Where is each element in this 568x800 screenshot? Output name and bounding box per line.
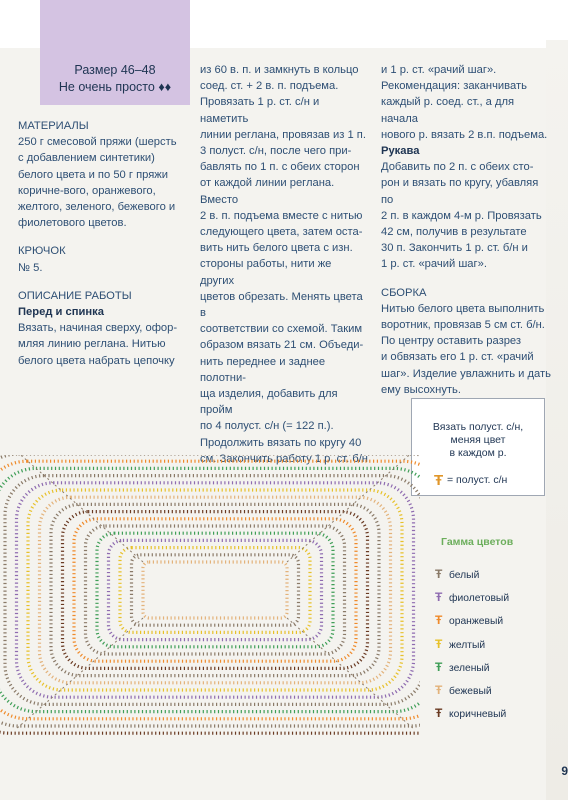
palette-item: [435, 613, 503, 627]
body-line: бавлять по 1 п. с обеих сторон: [200, 161, 360, 174]
stitch-round: [132, 555, 299, 625]
body-line: по 4 полуст. с/н (= 122 п.).: [200, 420, 334, 433]
palette-item: [435, 590, 509, 604]
body-line: 3 полуст. с/н, после чего при-: [200, 145, 352, 158]
page-number: 9: [561, 764, 568, 778]
stitch-icon: Ŧ: [435, 683, 443, 697]
stitch-round: [97, 533, 333, 647]
assembly-line: Нитью белого цвета выполнить: [381, 302, 545, 315]
difficulty-label: Не очень просто ♦♦: [58, 80, 172, 94]
raglan-line: [15, 618, 143, 730]
palette-item: [435, 637, 485, 651]
size-label: Размер 46–48: [74, 63, 156, 77]
palette-label: зеленый: [449, 662, 490, 674]
assembly-heading: СБОРКА: [381, 286, 427, 299]
work-heading: ОПИСАНИЕ РАБОТЫ: [18, 289, 132, 302]
body-line: стороны работы, нити же других: [200, 258, 332, 287]
column-2: [200, 62, 368, 467]
palette-title: Гамма цветов: [441, 536, 514, 548]
stitch-round: [5, 476, 420, 705]
sleeves-line: рон и вязать по кругу, убавляя по: [381, 177, 539, 206]
sleeves-line: 30 п. Закончить 1 р. ст. б/н и: [381, 242, 528, 255]
half-double-crochet-icon: Ŧ: [434, 472, 444, 489]
column-1: [18, 118, 188, 369]
body-line: соед. ст. + 2 в. п. подъема.: [200, 80, 339, 93]
sleeves-line: 42 см, получив в результате: [381, 226, 527, 239]
stitch-round: [51, 504, 379, 675]
materials-line: фиолетового цветов.: [18, 217, 127, 230]
front-back-line: Вязать, начиная сверху, офор-: [18, 322, 178, 335]
stitch-icon: Ŧ: [435, 590, 443, 605]
assembly-line: По центру оставить разрез: [381, 335, 522, 348]
materials-line: с добавлением синтетики): [18, 152, 155, 165]
sleeves-line: 2 п. в каждом 4-м р. Провязать: [381, 209, 542, 222]
stitch-icon: Ŧ: [435, 636, 443, 651]
stitch-icon: Ŧ: [435, 706, 443, 721]
palette-label: желтый: [449, 639, 486, 651]
legend-symbol-label: = полуст. с/н: [447, 474, 508, 486]
palette-label: белый: [449, 570, 480, 581]
assembly-line: воротник, провязав 5 см ст. б/н.: [381, 319, 545, 332]
assembly-line: шаг». Изделие увлажнить и дать: [381, 367, 551, 380]
body-line: вить нить белого цвета с изн.: [200, 242, 353, 255]
assembly-line: ему высохнуть.: [381, 383, 461, 396]
legend-line: меняя цвет: [450, 434, 506, 446]
body-line: от каждой линии реглана. Вместо: [200, 177, 335, 206]
palette-item: [435, 567, 479, 581]
body-line: 2 в. п. подъема вместе с нитью: [200, 209, 363, 222]
front-back-line: мляя линию реглана. Нитью: [18, 338, 166, 351]
palette-label: оранжевый: [449, 616, 504, 628]
stitch-icon: Ŧ: [435, 613, 443, 628]
palette-item: [435, 683, 492, 697]
palette-item: [435, 660, 490, 674]
assembly-line: и обвязать его 1 р. ст. «рачий: [381, 351, 534, 364]
stitch-round: [63, 512, 368, 669]
sleeves-line: 1 р. ст. «рачий шаг».: [381, 258, 487, 271]
materials-heading: МАТЕРИАЛЫ: [18, 120, 89, 132]
body-line: нить переднее и заднее полотни-: [200, 355, 326, 384]
body-line: следующего цвета, затем оста-: [200, 226, 363, 239]
stitch-round: [120, 548, 310, 633]
stitch-round: [0, 455, 420, 726]
body-line: из 60 в. п. и замкнуть в кольцо: [200, 64, 359, 76]
body-line: Рекомендация: заканчивать: [381, 80, 527, 93]
palette-item: [435, 706, 506, 720]
hook-heading: КРЮЧОК: [18, 245, 66, 258]
legend-line: Вязать полуст. с/н,: [432, 421, 524, 433]
front-back-line: белого цвета набрать цепочку: [18, 354, 175, 367]
body-line: нового р. вязать 2 в.п. подъема.: [381, 128, 548, 141]
body-line: линии реглана, провязав из 1 п.: [200, 128, 366, 141]
crochet-chart: [0, 455, 420, 795]
materials-line: белого цвета и по 50 г пряжи: [18, 168, 169, 181]
stitch-icon: Ŧ: [435, 659, 443, 674]
stitch-round: [143, 562, 287, 618]
body-line: Провязать 1 р. ст. с/н и наметить: [200, 96, 320, 125]
body-line: и 1 р. ст. «рачий шаг».: [381, 64, 497, 76]
hook-value: № 5.: [18, 261, 43, 274]
materials-line: коричне-вого, оранжевого,: [18, 184, 156, 197]
raglan-line: [15, 455, 143, 562]
palette-label: фиолетовый: [449, 593, 510, 605]
body-line: соответствии со схемой. Таким: [200, 323, 363, 336]
sleeves-line: Добавить по 2 п. с обеих сто-: [381, 161, 534, 174]
legend-line: в каждом р.: [449, 447, 507, 459]
raglan-line: [287, 455, 415, 562]
body-line: цветов обрезать. Менять цвета в: [200, 290, 363, 320]
stitch-icon: Ŧ: [435, 567, 443, 581]
body-line: образом вязать 21 см. Объеди-: [200, 339, 364, 352]
palette-label: коричневый: [449, 709, 507, 721]
materials-line: желтого, зеленого, бежевого и: [18, 201, 176, 214]
column-3: [381, 62, 551, 398]
front-back-heading: Перед и спинка: [18, 306, 104, 319]
raglan-line: [287, 618, 415, 730]
body-line: см. Закончить работу 1 р. ст. б/н: [200, 452, 368, 465]
size-box: [40, 0, 190, 105]
materials-line: 250 г смесовой пряжи (шерсть: [18, 136, 177, 149]
palette-label: бежевый: [449, 686, 492, 697]
sleeves-heading: Рукава: [381, 145, 420, 158]
body-line: ща изделия, добавить для пройм: [200, 388, 338, 417]
body-line: Продолжить вязать по кругу 40: [200, 436, 362, 449]
body-line: каждый р. соед. ст., а для начала: [381, 96, 515, 125]
